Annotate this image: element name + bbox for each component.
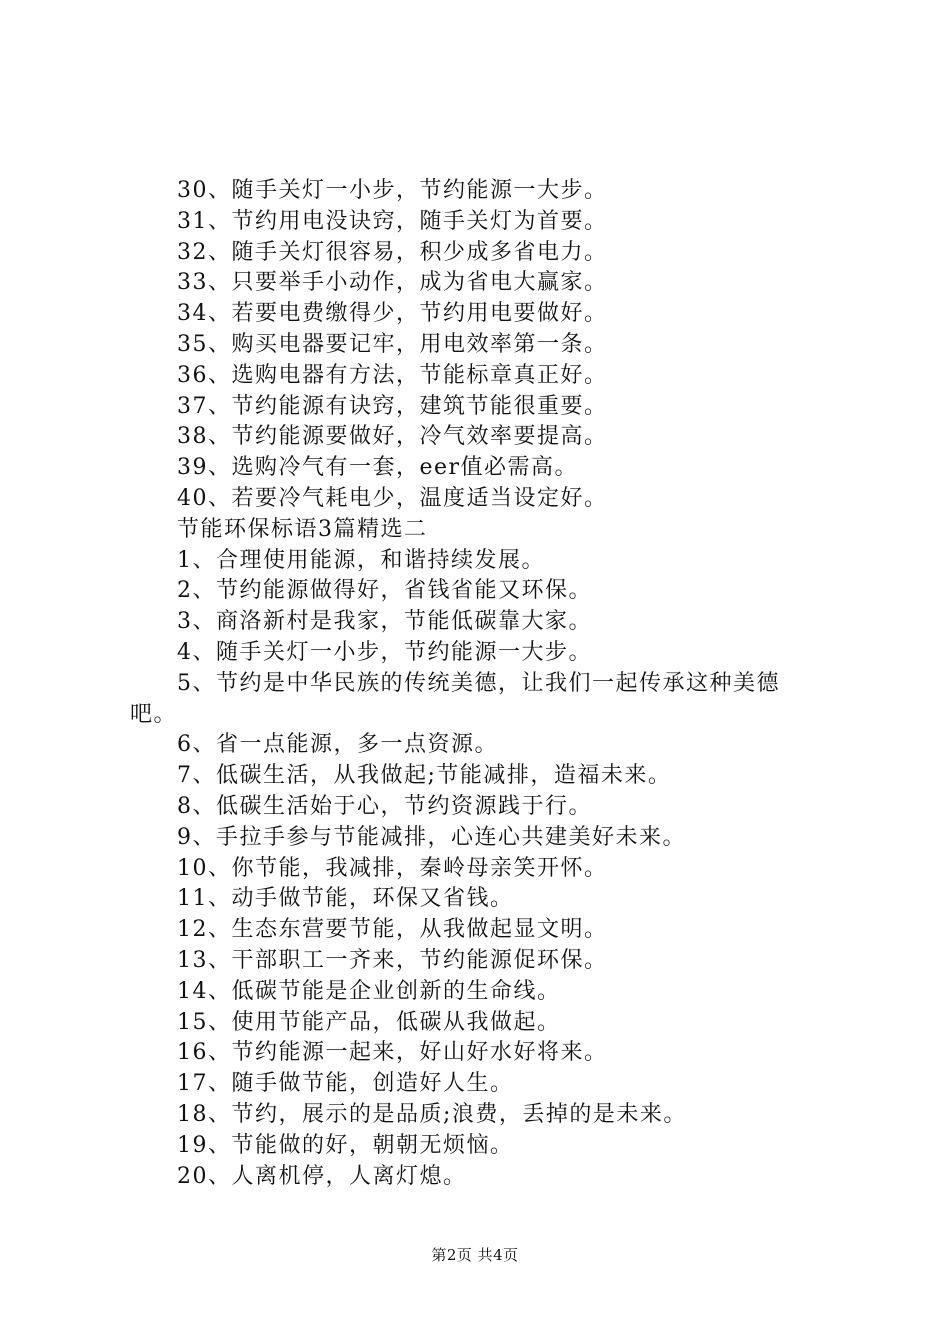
text-line: 17、随手做节能，创造好人生。 (177, 1071, 514, 1097)
text-line: 13、干部职工一齐来，节约能源促环保。 (177, 947, 608, 973)
text-line: 19、节能做的好，朝朝无烦恼。 (177, 1132, 514, 1158)
text-line: 2、节约能源做得好，省钱省能又环保。 (177, 578, 592, 604)
text-line: 9、手拉手参与节能减排，心连心共建美好未来。 (177, 824, 686, 850)
text-line: 1、合理使用能源，和谐持续发展。 (177, 547, 545, 573)
text-line: 40、若要冷气耗电少，温度适当设定好。 (177, 485, 608, 511)
document-body (130, 176, 830, 1192)
text-line: 10、你节能，我减排，秦岭母亲笑开怀。 (177, 855, 608, 881)
text-line: 14、低碳节能是企业创新的生命线。 (177, 978, 561, 1004)
text-line: 38、节约能源要做好，冷气效率要提高。 (177, 424, 608, 450)
page-footer: 第2页 共4页 (431, 1246, 519, 1264)
text-line: 30、随手关灯一小步，节约能源一大步。 (177, 178, 608, 203)
text-line: 18、节约，展示的是品质;浪费，丢掉的是未来。 (177, 1101, 687, 1127)
text-line: 4、随手关灯一小步，节约能源一大步。 (177, 639, 592, 665)
text-line: 31、节约用电没诀窍，随手关灯为首要。 (177, 208, 608, 234)
text-line: 节能环保标语3篇精选二 (177, 516, 428, 542)
text-line: 吧。 (130, 701, 178, 727)
text-line: 32、随手关灯很容易，积少成多省电力。 (177, 239, 608, 265)
text-line: 12、生态东营要节能，从我做起显文明。 (177, 917, 608, 943)
text-line: 11、动手做节能，环保又省钱。 (177, 886, 514, 912)
text-line: 36、选购电器有方法，节能标章真正好。 (177, 362, 608, 388)
text-line: 15、使用节能产品，低碳从我做起。 (177, 1009, 561, 1035)
text-line: 7、低碳生活，从我做起;节能减排，造福未来。 (177, 763, 672, 789)
text-line: 8、低碳生活始于心，节约资源践于行。 (177, 793, 592, 819)
text-line: 3、商洛新村是我家，节能低碳靠大家。 (177, 609, 592, 635)
text-line: 35、购买电器要记牢，用电效率第一条。 (177, 331, 608, 357)
text-line: 20、人离机停，人离灯熄。 (177, 1163, 467, 1189)
text-line: 33、只要举手小动作，成为省电大赢家。 (177, 270, 608, 296)
text-line: 6、省一点能源，多一点资源。 (177, 732, 498, 758)
text-line: 16、节约能源一起来，好山好水好将来。 (177, 1040, 608, 1066)
text-line: 39、选购冷气有一套，eer值必需高。 (177, 455, 579, 481)
text-line: 34、若要电费缴得少，节约用电要做好。 (177, 301, 608, 327)
text-line: 5、节约是中华民族的传统美德，让我们一起传承这种美德 (177, 670, 780, 696)
text-line: 37、节约能源有诀窍，建筑节能很重要。 (177, 393, 608, 419)
